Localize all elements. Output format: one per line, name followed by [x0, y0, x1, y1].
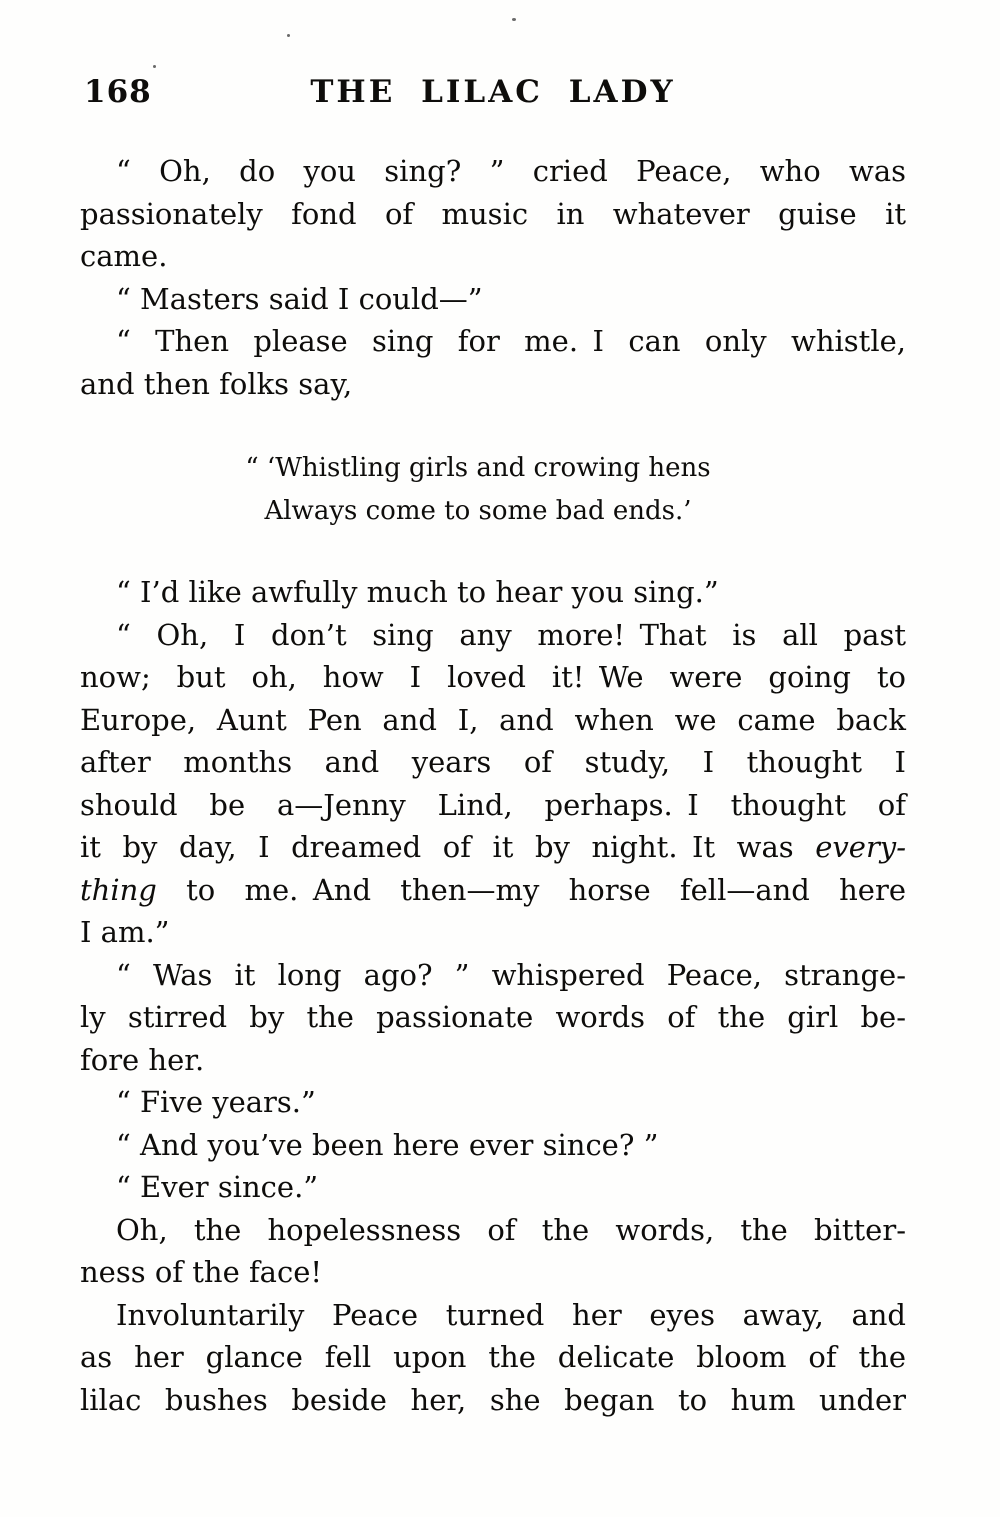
page-header [80, 74, 906, 110]
paragraph [80, 1081, 906, 1124]
text-line [80, 996, 906, 1039]
text-segment: “ Then please sing for me. I can only whistle, [116, 324, 906, 358]
text-line [80, 911, 906, 954]
text-segment: “ And you’ve been here ever since? ” [116, 1127, 659, 1162]
text-segment: to me. And then—my horse fell—and here [156, 872, 906, 907]
scan-speck [287, 34, 290, 37]
text-line [80, 1209, 906, 1252]
text-segment: should be a—Jenny Lind, perhaps. I thought of [80, 787, 906, 822]
text-segment: “ Five years.” [116, 1085, 316, 1119]
text-line [80, 614, 906, 657]
text-line [80, 1124, 906, 1167]
text-segment: “ Oh, do you sing? ” cried Peace, who was [116, 154, 906, 188]
text-line [80, 363, 906, 406]
paragraph [80, 1209, 906, 1294]
text-line [80, 1081, 906, 1124]
text-segment: as her glance fell upon the delicate bloom of the [80, 1340, 906, 1374]
text-line [80, 447, 876, 490]
text-line [80, 320, 906, 363]
text-segment: “ I’d like awfully much to hear you sing.” [116, 575, 719, 609]
text-segment: “ ‘Whistling girls and crowing hens [245, 453, 711, 483]
text-segment: Involuntarily Peace turned her eyes away, and [116, 1297, 906, 1332]
text-line [80, 150, 906, 193]
paragraph [80, 278, 906, 321]
paragraph [80, 614, 906, 954]
text-line [80, 490, 876, 533]
text-line [80, 656, 906, 699]
text-line [80, 278, 906, 321]
paragraph [80, 571, 906, 614]
text-line [80, 699, 906, 742]
text-segment: “ Ever since.” [116, 1170, 319, 1204]
text-line [80, 954, 906, 997]
text-line [80, 1379, 906, 1422]
paragraph [80, 1294, 906, 1422]
text-line [80, 826, 906, 869]
text-line [80, 1336, 906, 1379]
running-title: THE LILAC LADY [310, 74, 676, 110]
text-line [80, 1039, 906, 1082]
paragraph [80, 1166, 906, 1209]
text-segment: and then folks say, [80, 366, 353, 401]
text-segment: ness of the face! [80, 1255, 323, 1289]
text-line [80, 193, 906, 236]
text-segment: “ Oh, I don’t sing any more! That is all past [116, 617, 906, 652]
paragraph [80, 150, 906, 278]
text-segment: Always come to some bad ends.’ [264, 496, 692, 526]
text-segment: “ Was it long ago? ” whispered Peace, strange- [116, 957, 906, 992]
text-segment: Oh, the hopelessness of the words, the bitter- [116, 1212, 906, 1247]
paragraph [80, 1124, 906, 1167]
scan-speck [153, 65, 156, 68]
text-line [80, 869, 906, 912]
text-segment: came. [80, 239, 168, 273]
text-line [80, 1251, 906, 1294]
text-segment: ly stirred by the passionate words of the girl be- [80, 1000, 906, 1034]
paragraph [80, 320, 906, 405]
italic-text: every- [815, 830, 906, 864]
text-segment: lilac bushes beside her, she began to hum under [80, 1382, 906, 1417]
text-segment: I am.” [80, 915, 170, 949]
text-segment: it by day, I dreamed of it by night. It was [80, 830, 816, 864]
text-line [80, 1166, 906, 1209]
text-segment: “ Masters said I could—” [116, 281, 483, 316]
page-body [80, 150, 906, 1421]
scan-speck [512, 18, 516, 21]
text-line [80, 571, 906, 614]
text-line [80, 1294, 906, 1337]
text-segment: now; but oh, how I loved it! We were going to [80, 660, 906, 694]
text-segment: fore her. [80, 1042, 205, 1077]
text-line [80, 235, 906, 278]
text-line [80, 784, 906, 827]
text-line [80, 741, 906, 784]
verse-block [80, 447, 876, 533]
page-number: 168 [84, 74, 152, 110]
text-segment: passionately fond of music in whatever guise it [80, 196, 906, 231]
text-segment: after months and years of study, I thought I [80, 745, 906, 779]
text-segment: Europe, Aunt Pen and I, and when we came back [80, 702, 906, 737]
italic-text: thing [80, 872, 157, 907]
paragraph [80, 954, 906, 1082]
